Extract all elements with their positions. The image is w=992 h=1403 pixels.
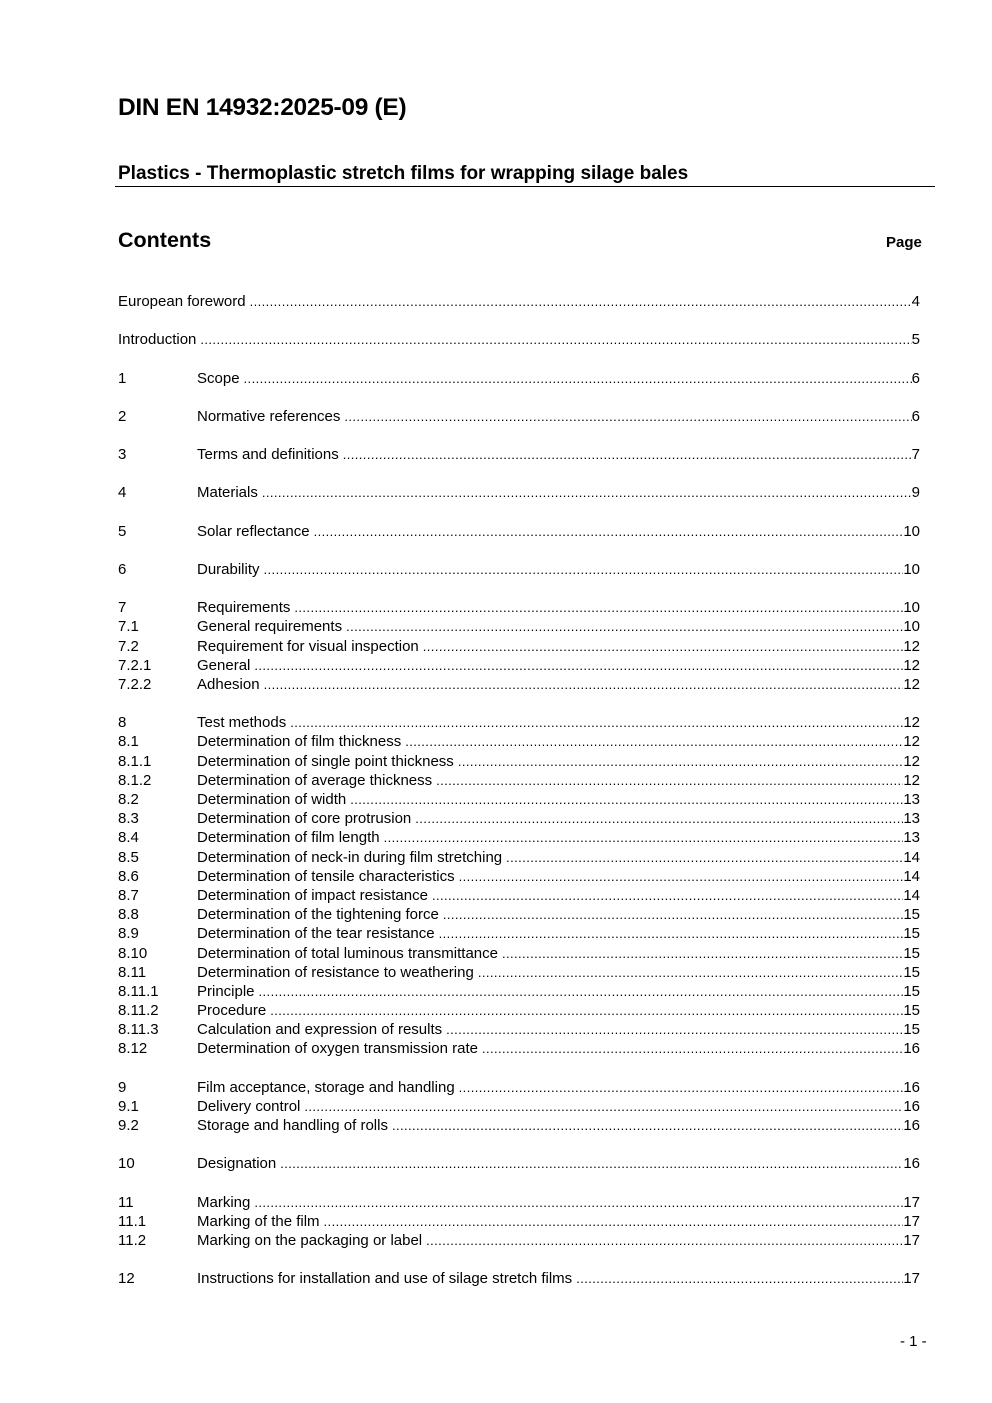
page-column-heading: Page (886, 234, 922, 251)
toc-entry[interactable] (118, 483, 920, 502)
toc-entry-page: 4 (911, 293, 920, 310)
toc-entry[interactable] (118, 1097, 920, 1116)
toc-entry-page: 12 (903, 752, 920, 770)
toc-entry-title: Marking on the packaging or label (197, 1232, 423, 1250)
toc-entry-number: 8.12 (118, 1040, 148, 1058)
toc-entry-page: 15 (903, 963, 920, 981)
toc-entry-number: 9.2 (118, 1117, 139, 1135)
page-number: - 1 - (900, 1333, 927, 1350)
toc-entry-number: 8.3 (118, 810, 139, 828)
toc-entry-page: 13 (903, 791, 920, 809)
toc-leader (262, 483, 912, 502)
toc-entry-title: Marking of the film (197, 1212, 320, 1230)
toc-entry-number: 8 (118, 714, 127, 732)
toc-entry-title: Determination of film length (197, 829, 380, 847)
toc-leader (200, 330, 911, 349)
toc-entry-number: 8.11 (118, 963, 147, 981)
toc-leader (290, 713, 903, 732)
toc-entry-page: 12 (903, 676, 920, 693)
toc-entry[interactable] (118, 1193, 920, 1212)
toc-entry-number: 10 (118, 1155, 135, 1173)
toc-entry-page: 12 (903, 714, 920, 732)
toc-entry-page: 13 (903, 810, 920, 828)
toc-entry-title: Introduction (118, 331, 197, 349)
toc-entry-number: 3 (118, 446, 127, 464)
toc-entry[interactable] (118, 790, 920, 809)
toc-entry[interactable] (118, 1078, 920, 1097)
toc-entry-title: General (197, 656, 251, 674)
toc-entry-number: 8.5 (118, 848, 139, 866)
toc-entry-page: 12 (903, 656, 920, 674)
toc-entry-page: 15 (903, 982, 920, 1000)
toc-leader (350, 790, 903, 809)
toc-leader (423, 637, 904, 656)
toc-entry-title: Determination of impact resistance (197, 886, 428, 904)
toc-leader (446, 1020, 903, 1039)
toc-entry[interactable] (118, 1020, 920, 1039)
toc-entry-page: 17 (903, 1232, 920, 1250)
toc-leader (384, 828, 904, 847)
toc-entry-page: 9 (911, 484, 920, 502)
toc-entry-number: 5 (118, 522, 127, 540)
toc-entry-page: 5 (911, 331, 920, 349)
toc-entry-page: 13 (903, 829, 920, 847)
toc-entry[interactable] (118, 617, 920, 636)
toc-leader (415, 809, 903, 828)
toc-entry-title: Determination of total luminous transmittance (197, 944, 498, 962)
toc-leader (259, 982, 904, 1001)
toc-leader (439, 924, 904, 943)
toc-entry[interactable] (118, 963, 920, 982)
toc-entry-title: Determination of neck-in during film stretching (197, 848, 503, 866)
toc-entry-number: 8.11.1 (118, 982, 159, 1000)
toc-entry-title: Calculation and expression of results (197, 1021, 443, 1039)
toc-entry[interactable] (118, 713, 920, 732)
toc-leader (506, 848, 903, 867)
toc-entry-page: 14 (903, 867, 920, 885)
toc-entry[interactable] (118, 1154, 920, 1173)
table-of-contents (118, 292, 920, 1289)
toc-entry-title: Terms and definitions (197, 446, 339, 464)
toc-entry-title: Determination of the tear resistance (197, 925, 435, 943)
toc-entry-title: Principle (197, 982, 255, 1000)
toc-entry-page: 16 (903, 1155, 920, 1173)
toc-entry-title: Test methods (197, 714, 287, 732)
toc-entry-page: 16 (903, 1078, 920, 1096)
toc-leader (294, 598, 903, 617)
toc-entry[interactable] (118, 982, 920, 1001)
toc-leader (482, 1039, 903, 1058)
toc-entry-page: 16 (903, 1117, 920, 1135)
toc-entry-title: Adhesion (197, 676, 260, 693)
toc-entry-page: 16 (903, 1097, 920, 1115)
toc-entry-number: 7 (118, 599, 127, 617)
toc-leader (244, 369, 912, 388)
toc-leader (280, 1154, 903, 1173)
toc-entry-number: 8.6 (118, 867, 139, 885)
toc-entry-title: Delivery control (197, 1097, 301, 1115)
toc-entry-number: 7.2 (118, 637, 139, 655)
toc-entry[interactable] (118, 867, 920, 886)
toc-leader (432, 886, 903, 905)
toc-entry-number: 6 (118, 560, 127, 578)
toc-leader (343, 445, 912, 464)
toc-entry-number: 11 (118, 1193, 134, 1211)
toc-leader (264, 560, 904, 579)
toc-entry-title: Storage and handling of rolls (197, 1117, 388, 1135)
toc-entry[interactable] (118, 944, 920, 963)
toc-leader (443, 905, 904, 924)
toc-leader (576, 1269, 903, 1288)
toc-entry[interactable] (118, 809, 920, 828)
toc-entry-title: Determination of film thickness (197, 733, 402, 751)
document-number: DIN EN 14932:2025-09 (E) (118, 94, 407, 121)
toc-entry-title: Normative references (197, 407, 341, 425)
toc-leader (344, 407, 911, 426)
contents-heading: Contents (118, 228, 212, 252)
toc-entry-number: 7.2.2 (118, 676, 152, 693)
toc-leader (478, 963, 904, 982)
toc-entry-title: Determination of single point thickness (197, 752, 454, 770)
toc-entry-number: 8.4 (118, 829, 139, 847)
toc-entry[interactable] (118, 656, 920, 675)
toc-entry-page: 15 (903, 925, 920, 943)
toc-entry-number: 8.9 (118, 925, 139, 943)
toc-entry-number: 8.11.2 (118, 1002, 159, 1020)
toc-entry-number: 7.2.1 (118, 656, 152, 674)
toc-leader (314, 522, 904, 541)
toc-leader (426, 1231, 903, 1250)
toc-entry-number: 8.8 (118, 906, 139, 924)
toc-entry-number: 8.2 (118, 791, 139, 809)
toc-entry[interactable] (118, 522, 920, 541)
toc-entry[interactable] (118, 560, 920, 579)
toc-entry-number: 11.2 (118, 1232, 147, 1250)
toc-entry-title: Durability (197, 560, 260, 578)
toc-entry[interactable] (118, 675, 920, 694)
toc-entry-title: Procedure (197, 1002, 267, 1020)
toc-entry[interactable] (118, 886, 920, 905)
toc-entry[interactable] (118, 1212, 920, 1231)
toc-entry[interactable] (118, 637, 920, 656)
toc-entry-title: Solar reflectance (197, 522, 310, 540)
toc-entry[interactable] (118, 598, 920, 617)
toc-leader (270, 1001, 903, 1020)
toc-leader (264, 675, 904, 694)
toc-entry[interactable] (118, 1039, 920, 1058)
toc-leader (250, 292, 912, 311)
toc-entry-number: 2 (118, 407, 127, 425)
toc-entry-page: 10 (903, 522, 920, 540)
toc-entry[interactable] (118, 1001, 920, 1020)
document-subtitle: Plastics - Thermoplastic stretch films for wrapping silage bales (118, 163, 689, 184)
toc-entry-title: General requirements (197, 618, 343, 636)
toc-entry-title: Determination of core protrusion (197, 810, 412, 828)
toc-entry-title: Requirements (197, 599, 291, 617)
toc-entry-title: Materials (197, 484, 258, 502)
toc-entry-number: 8.7 (118, 886, 139, 904)
toc-leader (502, 944, 903, 963)
toc-entry[interactable] (118, 732, 920, 751)
toc-entry[interactable] (118, 848, 920, 867)
toc-leader (436, 771, 903, 790)
toc-entry-page: 15 (903, 1021, 920, 1039)
toc-entry-number: 8.1.1 (118, 752, 152, 770)
toc-entry-title: Scope (197, 369, 240, 387)
toc-entry-number: 8.1.2 (118, 771, 152, 789)
toc-entry[interactable] (118, 292, 920, 311)
toc-entry[interactable] (118, 1116, 920, 1135)
toc-entry-page: 17 (903, 1270, 920, 1288)
toc-entry-page: 6 (911, 407, 920, 425)
toc-entry-number: 8.1 (118, 733, 139, 751)
toc-entry[interactable] (118, 445, 920, 464)
toc-entry-number: 4 (118, 484, 127, 502)
toc-entry-page: 10 (903, 618, 920, 636)
toc-entry-title: Determination of the tightening force (197, 906, 439, 924)
toc-entry[interactable] (118, 771, 920, 790)
toc-entry-number: 7.1 (118, 618, 139, 636)
toc-entry[interactable] (118, 1269, 920, 1288)
toc-leader (324, 1212, 904, 1231)
toc-entry-page: 12 (903, 771, 920, 789)
toc-entry-page: 12 (903, 637, 920, 655)
toc-entry-title: Requirement for visual inspection (197, 637, 419, 655)
toc-entry-page: 14 (903, 848, 920, 866)
toc-entry[interactable] (118, 330, 920, 349)
toc-leader (459, 1078, 904, 1097)
toc-leader (459, 867, 904, 886)
toc-entry-page: 7 (911, 446, 920, 464)
toc-entry-page: 16 (903, 1040, 920, 1058)
toc-entry-title: Determination of average thickness (197, 771, 433, 789)
toc-entry-number: 9 (118, 1078, 127, 1096)
toc-entry-page: 6 (911, 369, 920, 387)
toc-entry[interactable] (118, 407, 920, 426)
toc-entry-page: 10 (903, 560, 920, 578)
toc-leader (458, 752, 904, 771)
toc-entry-number: 12 (118, 1270, 135, 1288)
toc-entry-title: Instructions for installation and use of silage stretch films (197, 1270, 573, 1288)
toc-entry-title: Determination of resistance to weathering (197, 963, 474, 981)
toc-entry-page: 15 (903, 906, 920, 924)
toc-entry-title: Film acceptance, storage and handling (197, 1078, 455, 1096)
toc-entry-number: 8.11.3 (118, 1021, 159, 1039)
toc-entry-number: 9.1 (118, 1097, 139, 1115)
toc-entry-page: 14 (903, 886, 920, 904)
toc-entry[interactable] (118, 752, 920, 771)
toc-entry[interactable] (118, 905, 920, 924)
toc-entry[interactable] (118, 924, 920, 943)
toc-leader (254, 1193, 903, 1212)
toc-leader (392, 1116, 903, 1135)
toc-entry-page: 15 (903, 944, 920, 962)
toc-entry-title: Designation (197, 1155, 277, 1173)
toc-entry-title: Determination of width (197, 791, 347, 809)
toc-entry-number: 8.10 (118, 944, 148, 962)
toc-entry-page: 17 (903, 1193, 920, 1211)
toc-entry[interactable] (118, 828, 920, 847)
toc-leader (405, 732, 903, 751)
toc-entry-page: 17 (903, 1212, 920, 1230)
toc-entry-number: 1 (118, 369, 127, 387)
toc-entry[interactable] (118, 369, 920, 388)
title-divider (115, 186, 935, 187)
toc-entry-title: Determination of tensile characteristics (197, 867, 455, 885)
toc-entry-page: 12 (903, 733, 920, 751)
toc-entry[interactable] (118, 1231, 920, 1250)
toc-leader (254, 656, 903, 675)
toc-entry-page: 15 (903, 1002, 920, 1020)
toc-entry-title: Marking (197, 1193, 251, 1211)
toc-leader (304, 1097, 903, 1116)
toc-entry-title: Determination of oxygen transmission rate (197, 1040, 478, 1058)
toc-entry-number: 11.1 (118, 1212, 147, 1230)
toc-entry-page: 10 (903, 599, 920, 617)
toc-leader (346, 617, 903, 636)
toc-entry-title: European foreword (118, 293, 246, 310)
